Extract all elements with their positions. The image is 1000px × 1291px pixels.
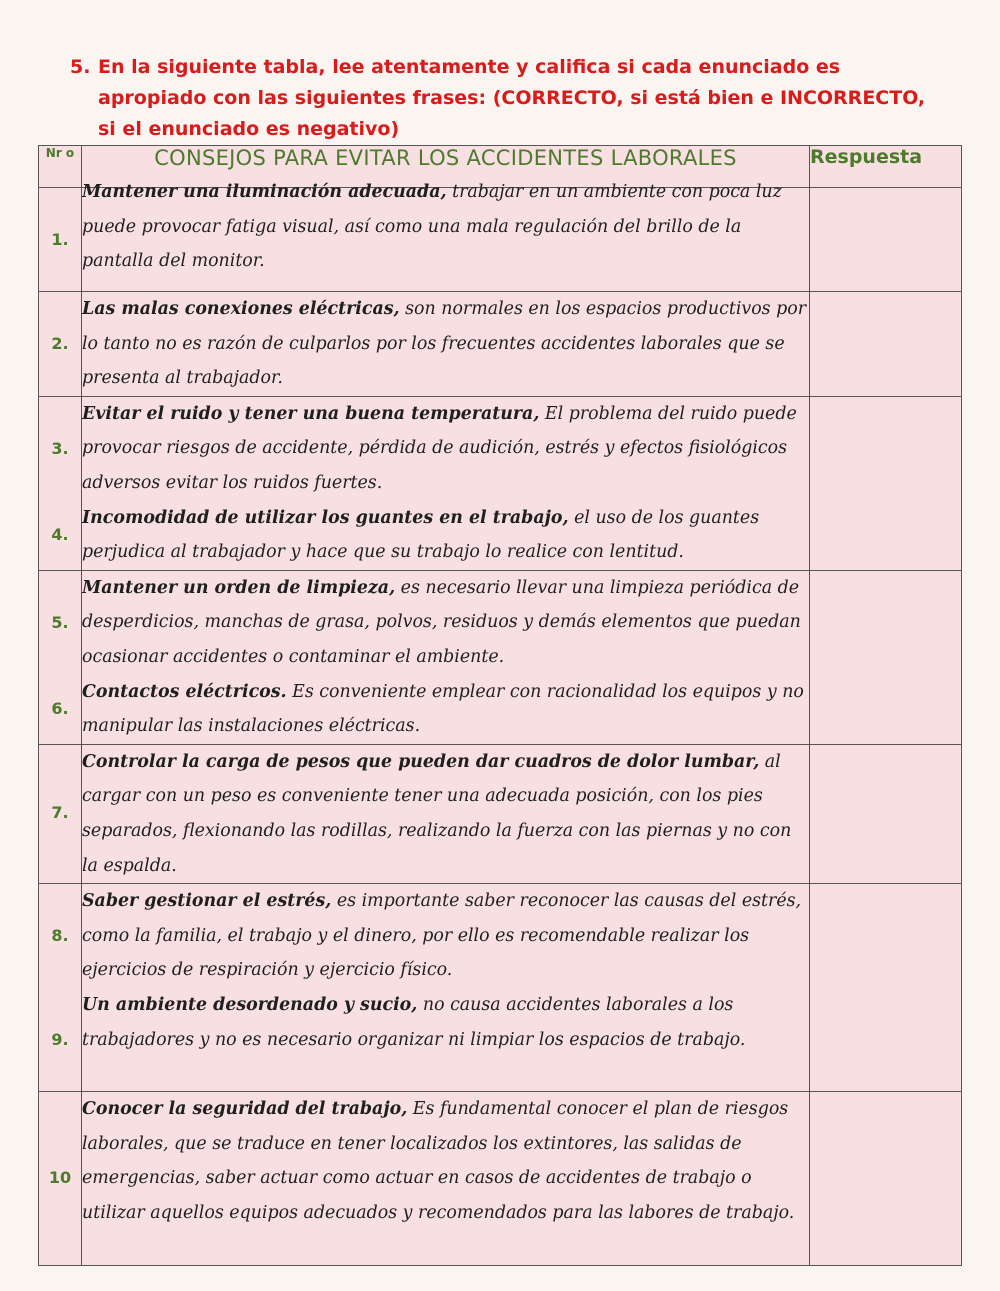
answer-cell[interactable] — [810, 292, 962, 397]
row-number: 3. — [51, 438, 69, 458]
statement-lead: Controlar la carga de pesos que pueden dar cuadros de dolor lumbar, — [82, 751, 760, 772]
statement-lead: Las malas conexiones eléctricas, — [82, 299, 400, 319]
row-number: 8. — [51, 926, 69, 946]
statement-item — [82, 884, 809, 988]
row-number-cell — [39, 884, 82, 1092]
instruction — [70, 52, 930, 145]
statement-item — [82, 175, 809, 279]
row-number-cell — [39, 1092, 82, 1266]
advice-table — [38, 145, 962, 1266]
statement-item — [82, 745, 809, 883]
header-number: Nr o — [39, 146, 82, 188]
statement-text: es importante saber reconocer las causas del estrés, como la familia, el trabajo y el dinero, por ello es recomendable realizar los ejercicios de respiración y ejercicio físico. — [82, 891, 802, 981]
statement-lead: Mantener un orden de limpieza, — [82, 577, 396, 598]
row-number: 9. — [51, 1030, 69, 1050]
statement-cell — [82, 396, 810, 570]
table-row — [39, 292, 962, 397]
answer-cell[interactable] — [810, 570, 962, 744]
statement-cell — [82, 182, 810, 292]
statement-text: Es conveniente emplear con racionalidad los equipos y no manipular las instalaciones eléctricas. — [82, 681, 804, 737]
statement-lead: Incomodidad de utilizar los guantes en el trabajo, — [82, 507, 569, 528]
statement-lead: Contactos eléctricos. — [82, 681, 287, 702]
statement-text: son normales en los espacios productivos por lo tanto no es razón de culparlos por los frecuentes accidentes laborales que se presenta al trabajador. — [82, 299, 807, 389]
statement-text: Es fundamental conocer el plan de riesgos laborales, que se traduce en tener localizados los extintores, las salidas de emergencias, saber actuar como actuar en casos de accidentes de trabajo o utilizar aquellos equipos adecuados y recomendados para las labores de trabajo. — [82, 1099, 795, 1223]
row-number: 1. — [51, 230, 69, 249]
statement-text: El problema del ruido puede provocar riesgos de accidente, pérdida de audición, estrés y efectos fisiológicos adversos evitar los ruidos fuertes. — [82, 403, 797, 493]
table-row — [39, 1092, 962, 1266]
statement-item — [82, 1092, 809, 1230]
answer-cell[interactable] — [810, 884, 962, 1092]
statement-cell — [82, 884, 810, 1092]
statement-item — [82, 397, 809, 501]
row-number-cell — [39, 570, 82, 744]
table-row — [39, 188, 962, 292]
statement-item — [82, 675, 809, 744]
row-number: 5. — [51, 612, 69, 632]
statement-cell — [82, 570, 810, 744]
statement-text: trabajar en un ambiente con poca luz puede provocar fatiga visual, así como una mala regulación del brillo de la pantalla del monitor. — [82, 182, 782, 272]
statement-item — [82, 988, 809, 1057]
answer-cell[interactable] — [810, 188, 962, 292]
table-row — [39, 396, 962, 570]
statement-text: el uso de los guantes perjudica al trabajador y hace que su trabajo lo realice con lentitud. — [82, 507, 760, 563]
row-number-cell — [39, 188, 82, 292]
table-row — [39, 884, 962, 1092]
statement-item — [82, 292, 809, 396]
instruction-number: 5. — [70, 56, 91, 78]
statement-text: es necesario llevar una limpieza periódica de desperdicios, manchas de grasa, polvos, residuos y demás elementos que puedan ocasionar accidentes o contaminar el ambiente. — [82, 577, 801, 667]
statement-lead: Evitar el ruido y tener una buena temperatura, — [82, 403, 540, 424]
table-row — [39, 570, 962, 744]
statement-cell — [82, 744, 810, 883]
row-number: 10 — [48, 1168, 72, 1188]
row-number-cell — [39, 396, 82, 570]
row-number: 7. — [51, 802, 69, 822]
statement-text: al cargar con un peso es conveniente tener una adecuada posición, con los pies separados, flexionando las rodillas, realizando la fuerza con las piernas y no con la espalda. — [82, 751, 792, 876]
statement-lead: Saber gestionar el estrés, — [82, 891, 332, 912]
statement-cell — [82, 1092, 810, 1266]
row-number-cell — [39, 292, 82, 397]
header-title: CONSEJOS PARA EVITAR LOS ACCIDENTES LABORALES — [82, 146, 810, 188]
statement-lead: Un ambiente desordenado y sucio, — [82, 994, 418, 1015]
answer-cell[interactable] — [810, 1092, 962, 1266]
statement-lead: Conocer la seguridad del trabajo, — [82, 1099, 408, 1120]
instruction-text: En la siguiente tabla, lee atentamente y califica si cada enunciado es apropiado con las siguientes frases: (CORRECTO, si está bien e INCORRECTO, si el enunciado es negativo) — [98, 56, 926, 140]
row-number: 2. — [51, 334, 69, 353]
statement-item — [82, 501, 809, 570]
row-number: 6. — [51, 698, 69, 718]
row-number: 4. — [51, 524, 69, 544]
answer-cell[interactable] — [810, 744, 962, 883]
statement-cell — [82, 292, 810, 397]
answer-cell[interactable] — [810, 396, 962, 570]
statement-item — [82, 571, 809, 675]
row-number-cell — [39, 744, 82, 883]
statement-text: no causa accidentes laborales a los trabajadores y no es necesario organizar ni limpiar los espacios de trabajo. — [82, 994, 746, 1050]
statement-lead: Mantener una iluminación adecuada, — [82, 182, 447, 202]
header-answer: Respuesta — [810, 146, 962, 188]
table-row — [39, 744, 962, 883]
